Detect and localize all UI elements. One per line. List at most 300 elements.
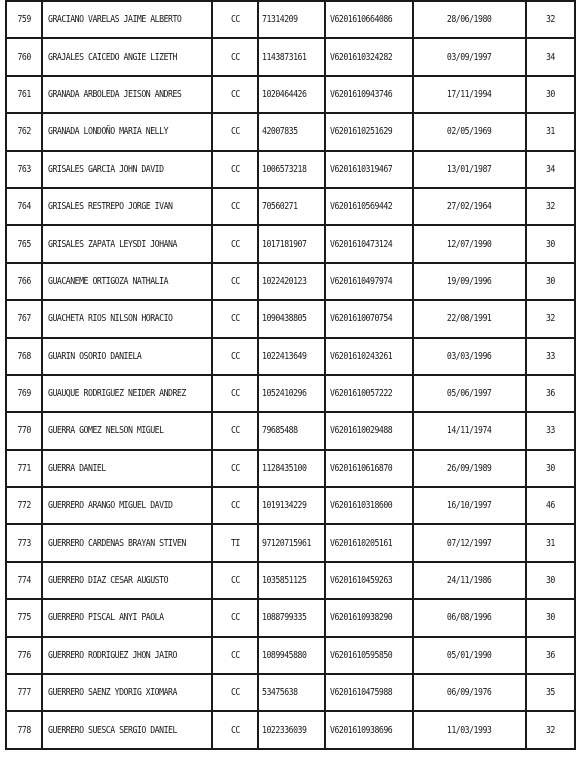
full-name-cell-text: GRANADA LONDOÑO MARIA NELLY: [48, 126, 169, 138]
full-name-cell: [43, 675, 213, 712]
document-type-cell-text: CC: [230, 724, 240, 736]
full-name-cell: [43, 152, 213, 189]
registration-code-cell-text: V6201610497974: [330, 275, 393, 287]
document-number-cell: [259, 451, 326, 488]
date-cell: [414, 339, 527, 376]
full-name-cell: [43, 488, 213, 525]
row-number-cell: [5, 77, 43, 114]
full-name-cell: [43, 600, 213, 637]
full-name-cell-text: GUAUQUE RODRIGUEZ NEIDER ANDREZ: [48, 388, 186, 400]
document-number-cell-text: 1090438805: [262, 313, 307, 325]
value-cell-text: 30: [546, 88, 555, 100]
table-row: [5, 451, 576, 488]
registration-code-cell-text: V6201610205161: [330, 537, 393, 549]
value-cell-text: 36: [546, 388, 555, 400]
document-type-cell: [213, 600, 259, 637]
date-cell: [414, 39, 527, 76]
registration-code-cell-text: V6201610595850: [330, 649, 393, 661]
row-number-cell: [5, 339, 43, 376]
date-cell-text: 22/08/1991: [447, 313, 492, 325]
document-number-cell: [259, 376, 326, 413]
registration-code-cell: [326, 339, 414, 376]
document-type-cell-text: CC: [230, 238, 240, 250]
date-cell-text: 05/01/1990: [447, 649, 492, 661]
value-cell-text: 33: [546, 350, 555, 362]
row-number-cell-text: 764: [17, 201, 31, 213]
date-cell: [414, 189, 527, 226]
document-number-cell: [259, 675, 326, 712]
table-row: [5, 339, 576, 376]
document-number-cell: [259, 264, 326, 301]
full-name-cell-text: GRISALES ZAPATA LEYSDI JOHANA: [48, 238, 177, 250]
row-number-cell: [5, 488, 43, 525]
full-name-cell: [43, 0, 213, 39]
date-cell-text: 12/07/1990: [447, 238, 492, 250]
full-name-cell: [43, 189, 213, 226]
document-type-cell-text: CC: [230, 350, 240, 362]
document-number-cell: [259, 226, 326, 263]
date-cell-text: 19/09/1996: [447, 275, 492, 287]
full-name-cell: [43, 712, 213, 749]
row-number-cell: [5, 264, 43, 301]
table-row: [5, 488, 576, 525]
date-cell: [414, 77, 527, 114]
date-cell: [414, 376, 527, 413]
document-type-cell-text: CC: [230, 500, 240, 512]
table-row: [5, 712, 576, 749]
date-cell-text: 27/02/1964: [447, 201, 492, 213]
full-name-cell-text: GUACHETA RIOS NILSON HORACIO: [48, 313, 173, 325]
value-cell-text: 30: [546, 575, 555, 587]
document-type-cell-text: CC: [230, 575, 240, 587]
row-number-cell-text: 777: [17, 687, 31, 699]
full-name-cell: [43, 376, 213, 413]
document-number-cell: [259, 189, 326, 226]
date-cell-text: 02/05/1969: [447, 126, 492, 138]
table-row: [5, 638, 576, 675]
document-type-cell: [213, 525, 259, 562]
document-type-cell-text: CC: [230, 163, 240, 175]
registration-code-cell-text: V6201610616870: [330, 462, 393, 474]
document-number-cell: [259, 301, 326, 338]
date-cell: [414, 638, 527, 675]
row-number-cell-text: 761: [17, 88, 31, 100]
table-row: [5, 675, 576, 712]
row-number-cell-text: 768: [17, 350, 31, 362]
registration-code-cell-text: V6201610070754: [330, 313, 393, 325]
date-cell-text: 13/01/1987: [447, 163, 492, 175]
document-type-cell: [213, 152, 259, 189]
document-number-cell: [259, 712, 326, 749]
date-cell-text: 06/09/1976: [447, 687, 492, 699]
value-cell: [527, 600, 576, 637]
full-name-cell: [43, 638, 213, 675]
document-type-cell: [213, 77, 259, 114]
row-number-cell: [5, 451, 43, 488]
document-type-cell: [213, 638, 259, 675]
table-row: [5, 189, 576, 226]
row-number-cell-text: 773: [17, 537, 31, 549]
value-cell-text: 32: [546, 201, 555, 213]
value-cell-text: 32: [546, 14, 555, 26]
document-type-cell: [213, 339, 259, 376]
document-number-cell-text: 70560271: [262, 201, 298, 213]
value-cell-text: 31: [546, 537, 555, 549]
document-number-cell: [259, 525, 326, 562]
date-cell: [414, 226, 527, 263]
document-number-cell-text: 1089945880: [262, 649, 307, 661]
value-cell: [527, 563, 576, 600]
full-name-cell-text: GUERRERO ARANGO MIGUEL DAVID: [48, 500, 173, 512]
date-cell-text: 11/03/1993: [447, 724, 492, 736]
date-cell: [414, 488, 527, 525]
date-cell: [414, 712, 527, 749]
row-number-cell-text: 769: [17, 388, 31, 400]
row-number-cell-text: 771: [17, 462, 31, 474]
document-type-cell-text: TI: [230, 537, 240, 549]
date-cell: [414, 301, 527, 338]
document-type-cell: [213, 451, 259, 488]
date-cell-text: 28/06/1980: [447, 14, 492, 26]
value-cell: [527, 39, 576, 76]
registration-code-cell-text: V6201610664086: [330, 14, 393, 26]
full-name-cell-text: GUERRERO RODRIGUEZ JHON JAIRO: [48, 649, 177, 661]
value-cell: [527, 675, 576, 712]
table-row: [5, 114, 576, 151]
table-row: [5, 264, 576, 301]
full-name-cell-text: GUERRERO PISCAL ANYI PAOLA: [48, 612, 164, 624]
value-cell-text: 34: [546, 51, 555, 63]
document-type-cell: [213, 675, 259, 712]
registration-code-cell: [326, 264, 414, 301]
registration-code-cell: [326, 114, 414, 151]
document-number-cell: [259, 563, 326, 600]
row-number-cell-text: 763: [17, 163, 31, 175]
date-cell-text: 17/11/1994: [447, 88, 492, 100]
row-number-cell-text: 765: [17, 238, 31, 250]
document-type-cell-text: CC: [230, 425, 240, 437]
document-number-cell-text: 1088799335: [262, 612, 307, 624]
full-name-cell-text: GRAJALES CAICEDO ANGIE LIZETH: [48, 51, 177, 63]
value-cell: [527, 0, 576, 39]
registration-code-cell-text: V6201610938290: [330, 612, 393, 624]
document-number-cell: [259, 114, 326, 151]
full-name-cell-text: GUERRA GOMEZ NELSON MIGUEL: [48, 425, 164, 437]
registration-code-cell: [326, 77, 414, 114]
value-cell: [527, 638, 576, 675]
date-cell: [414, 525, 527, 562]
value-cell: [527, 712, 576, 749]
registration-code-cell: [326, 488, 414, 525]
row-number-cell: [5, 413, 43, 450]
value-cell-text: 32: [546, 724, 555, 736]
registration-code-cell-text: V6201610319467: [330, 163, 393, 175]
value-cell-text: 30: [546, 612, 555, 624]
document-type-cell: [213, 0, 259, 39]
date-cell: [414, 264, 527, 301]
document-type-cell-text: CC: [230, 201, 240, 213]
document-type-cell-text: CC: [230, 462, 240, 474]
value-cell-text: 36: [546, 649, 555, 661]
value-cell: [527, 376, 576, 413]
document-number-cell-text: 1017181907: [262, 238, 307, 250]
document-number-cell-text: 1019134229: [262, 500, 307, 512]
date-cell: [414, 563, 527, 600]
row-number-cell-text: 760: [17, 51, 31, 63]
document-number-cell-text: 97120715961: [262, 537, 311, 549]
document-type-cell: [213, 189, 259, 226]
row-number-cell: [5, 675, 43, 712]
value-cell: [527, 451, 576, 488]
document-number-cell: [259, 339, 326, 376]
date-cell: [414, 600, 527, 637]
date-cell-text: 03/03/1996: [447, 350, 492, 362]
table-row: [5, 77, 576, 114]
row-number-cell: [5, 152, 43, 189]
document-type-cell: [213, 563, 259, 600]
value-cell-text: 30: [546, 238, 555, 250]
document-type-cell-text: CC: [230, 388, 240, 400]
document-type-cell: [213, 301, 259, 338]
date-cell: [414, 152, 527, 189]
document-number-cell-text: 1052410296: [262, 388, 307, 400]
document-type-cell-text: CC: [230, 88, 240, 100]
document-number-cell: [259, 488, 326, 525]
document-number-cell-text: 1006573218: [262, 163, 307, 175]
document-number-cell-text: 1035851125: [262, 575, 307, 587]
registration-code-cell: [326, 226, 414, 263]
full-name-cell-text: GUERRA DANIEL: [48, 462, 106, 474]
registration-code-cell: [326, 0, 414, 39]
registration-code-cell-text: V6201610943746: [330, 88, 393, 100]
registration-code-cell-text: V6201610475988: [330, 687, 393, 699]
registration-code-cell-text: V6201610459263: [330, 575, 393, 587]
full-name-cell: [43, 226, 213, 263]
document-number-cell-text: 1020464426: [262, 88, 307, 100]
document-type-cell-text: CC: [230, 14, 240, 26]
value-cell: [527, 152, 576, 189]
table-row: [5, 376, 576, 413]
full-name-cell: [43, 264, 213, 301]
full-name-cell: [43, 413, 213, 450]
row-number-cell-text: 762: [17, 126, 31, 138]
row-number-cell-text: 766: [17, 275, 31, 287]
full-name-cell: [43, 114, 213, 151]
registration-code-cell: [326, 152, 414, 189]
document-number-cell-text: 1022336039: [262, 724, 307, 736]
full-name-cell-text: GUERRERO DIAZ CESAR AUGUSTO: [48, 575, 169, 587]
row-number-cell: [5, 189, 43, 226]
document-number-cell-text: 53475638: [262, 687, 298, 699]
value-cell: [527, 339, 576, 376]
date-cell-text: 24/11/1986: [447, 575, 492, 587]
value-cell: [527, 226, 576, 263]
document-type-cell-text: CC: [230, 313, 240, 325]
full-name-cell: [43, 39, 213, 76]
registration-code-cell-text: V6201610324282: [330, 51, 393, 63]
table-row: [5, 301, 576, 338]
registration-code-cell: [326, 376, 414, 413]
value-cell: [527, 525, 576, 562]
document-type-cell-text: CC: [230, 275, 240, 287]
value-cell: [527, 301, 576, 338]
registration-code-cell: [326, 189, 414, 226]
document-number-cell-text: 1022413649: [262, 350, 307, 362]
row-number-cell: [5, 301, 43, 338]
document-type-cell: [213, 114, 259, 151]
row-number-cell: [5, 376, 43, 413]
row-number-cell: [5, 39, 43, 76]
date-cell-text: 06/08/1996: [447, 612, 492, 624]
table-row: [5, 563, 576, 600]
table-row: [5, 226, 576, 263]
document-type-cell: [213, 226, 259, 263]
row-number-cell-text: 767: [17, 313, 31, 325]
value-cell-text: 30: [546, 462, 555, 474]
document-type-cell-text: CC: [230, 51, 240, 63]
row-number-cell-text: 770: [17, 425, 31, 437]
registration-code-cell: [326, 301, 414, 338]
value-cell-text: 32: [546, 313, 555, 325]
row-number-cell: [5, 226, 43, 263]
full-name-cell-text: GUERRERO SUESCA SERGIO DANIEL: [48, 724, 177, 736]
row-number-cell-text: 772: [17, 500, 31, 512]
registration-code-cell: [326, 39, 414, 76]
value-cell-text: 46: [546, 500, 555, 512]
value-cell: [527, 189, 576, 226]
full-name-cell-text: GRACIANO VARELAS JAIME ALBERTO: [48, 14, 182, 26]
registration-code-cell: [326, 525, 414, 562]
row-number-cell: [5, 0, 43, 39]
table-row: [5, 0, 576, 39]
full-name-cell: [43, 339, 213, 376]
registration-code-cell: [326, 563, 414, 600]
document-type-cell: [213, 712, 259, 749]
row-number-cell-text: 778: [17, 724, 31, 736]
value-cell-text: 35: [546, 687, 555, 699]
date-cell: [414, 0, 527, 39]
full-name-cell: [43, 525, 213, 562]
value-cell: [527, 114, 576, 151]
document-number-cell: [259, 638, 326, 675]
date-cell-text: 05/06/1997: [447, 388, 492, 400]
registration-code-cell-text: V6201610473124: [330, 238, 393, 250]
document-number-cell-text: 1143873161: [262, 51, 307, 63]
value-cell-text: 30: [546, 275, 555, 287]
full-name-cell-text: GRISALES RESTREPO JORGE IVAN: [48, 201, 173, 213]
registration-code-cell-text: V6201610029488: [330, 425, 393, 437]
registration-code-cell: [326, 638, 414, 675]
registration-code-cell-text: V6201610057222: [330, 388, 393, 400]
registration-code-cell-text: V6201610938696: [330, 724, 393, 736]
full-name-cell-text: GUARIN OSORIO DANIELA: [48, 350, 142, 362]
registration-code-cell-text: V6201610251629: [330, 126, 393, 138]
full-name-cell-text: GUACANEME ORTIGOZA NATHALIA: [48, 275, 169, 287]
full-name-cell-text: GRISALES GARCIA JOHN DAVID: [48, 163, 164, 175]
document-type-cell-text: CC: [230, 687, 240, 699]
document-number-cell-text: 79685488: [262, 425, 298, 437]
date-cell: [414, 451, 527, 488]
date-cell-text: 26/09/1989: [447, 462, 492, 474]
registration-code-cell: [326, 413, 414, 450]
full-name-cell: [43, 77, 213, 114]
registry-table-body: [5, 0, 576, 750]
full-name-cell: [43, 301, 213, 338]
registration-code-cell: [326, 451, 414, 488]
document-type-cell: [213, 39, 259, 76]
value-cell: [527, 77, 576, 114]
registration-code-cell: [326, 712, 414, 749]
document-number-cell: [259, 39, 326, 76]
date-cell-text: 16/10/1997: [447, 500, 492, 512]
document-type-cell-text: CC: [230, 126, 240, 138]
document-number-cell: [259, 152, 326, 189]
registration-code-cell: [326, 675, 414, 712]
date-cell-text: 03/09/1997: [447, 51, 492, 63]
document-type-cell-text: CC: [230, 612, 240, 624]
table-row: [5, 152, 576, 189]
registration-code-cell-text: V6201610569442: [330, 201, 393, 213]
document-number-cell-text: 1022420123: [262, 275, 307, 287]
row-number-cell-text: 775: [17, 612, 31, 624]
row-number-cell: [5, 712, 43, 749]
full-name-cell: [43, 563, 213, 600]
date-cell-text: 07/12/1997: [447, 537, 492, 549]
full-name-cell-text: GUERRERO CARDENAS BRAYAN STIVEN: [48, 537, 186, 549]
document-number-cell-text: 1128435100: [262, 462, 307, 474]
document-number-cell: [259, 600, 326, 637]
row-number-cell: [5, 114, 43, 151]
row-number-cell: [5, 600, 43, 637]
value-cell: [527, 264, 576, 301]
row-number-cell-text: 774: [17, 575, 31, 587]
document-number-cell-text: 42007835: [262, 126, 298, 138]
row-number-cell-text: 776: [17, 649, 31, 661]
table-row: [5, 413, 576, 450]
value-cell-text: 31: [546, 126, 555, 138]
full-name-cell: [43, 451, 213, 488]
table-row: [5, 39, 576, 76]
date-cell: [414, 114, 527, 151]
row-number-cell: [5, 525, 43, 562]
document-type-cell: [213, 413, 259, 450]
full-name-cell-text: GUERRERO SAENZ YDORIG XIOMARA: [48, 687, 177, 699]
row-number-cell: [5, 638, 43, 675]
value-cell-text: 34: [546, 163, 555, 175]
registration-code-cell-text: V6201610318600: [330, 500, 393, 512]
registration-code-cell: [326, 600, 414, 637]
full-name-cell-text: GRANADA ARBOLEDA JEISON ANDRES: [48, 88, 182, 100]
date-cell: [414, 675, 527, 712]
table-row: [5, 525, 576, 562]
value-cell: [527, 488, 576, 525]
table-row: [5, 600, 576, 637]
document-type-cell: [213, 376, 259, 413]
document-type-cell: [213, 488, 259, 525]
row-number-cell: [5, 563, 43, 600]
date-cell: [414, 413, 527, 450]
document-number-cell: [259, 77, 326, 114]
document-type-cell: [213, 264, 259, 301]
date-cell-text: 14/11/1974: [447, 425, 492, 437]
document-type-cell-text: CC: [230, 649, 240, 661]
registry-table: [5, 0, 576, 750]
row-number-cell-text: 759: [17, 14, 31, 26]
value-cell: [527, 413, 576, 450]
registration-code-cell-text: V6201610243261: [330, 350, 393, 362]
document-number-cell: [259, 0, 326, 39]
document-number-cell-text: 71314209: [262, 14, 298, 26]
